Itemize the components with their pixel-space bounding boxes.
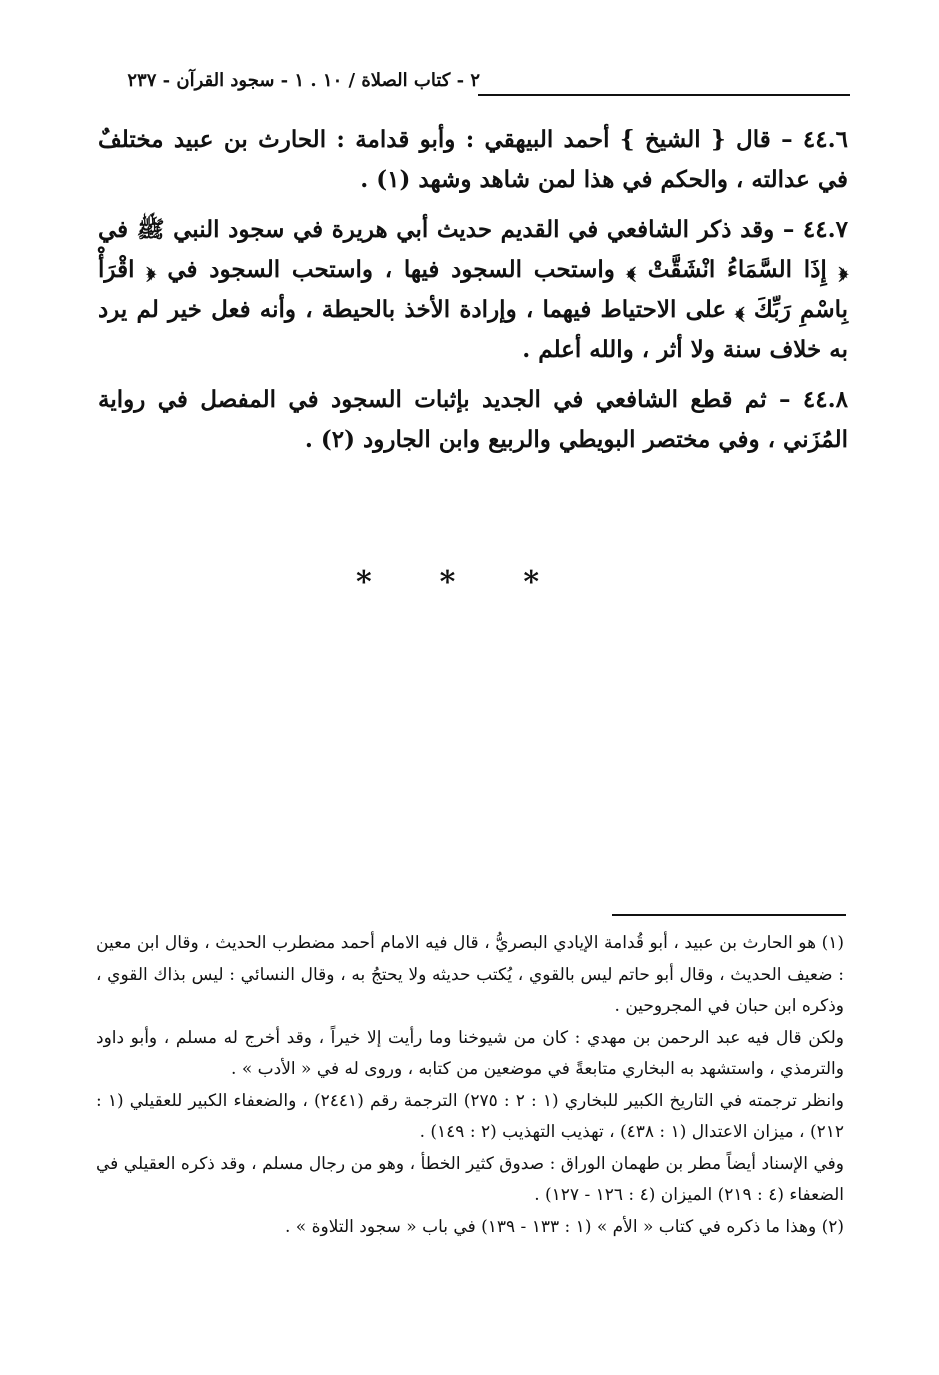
paragraph-number: ٤٤.٦: [802, 126, 848, 153]
paragraph-text: – قال { الشيخ } أحمد البيهقي : وأبو قدامة : الحارث بن عبيد مختلفٌ في عدالته ، والحكم في هذا لمن شاهد وشهد (١) .: [98, 126, 848, 193]
footnote-rule: [612, 914, 846, 916]
main-text: [98, 120, 848, 470]
header-rule: [478, 94, 850, 96]
paragraph-44-8: [98, 380, 848, 460]
footnote-1-cont-a: ولكن قال فيه عبد الرحمن بن مهدي : كان من شيوخنا وما رأيت إلا خيراً ، وقد أخرج له مسلم ، وأبو داود والترمذي ، واستشهد به البخاري متابعةً في موضعين من كتابه ، وروى له في « الأدب » .: [96, 1027, 844, 1079]
footnotes: [96, 928, 844, 1243]
section-separator: [0, 565, 939, 600]
paragraph-number: ٤٤.٧: [802, 216, 848, 243]
paragraph-44-6: [98, 120, 848, 200]
page-header: [100, 64, 850, 104]
running-title: ٢ - كتاب الصلاة / ١٠ . ١ - سجود القرآن - ٢٣٧: [127, 70, 480, 91]
footnote-1-cont-c: وفي الإسناد أيضاً مطر بن طهمان الوراق : صدوق كثير الخطأ ، وهو من رجال مسلم ، وقد ذكره العقيلي في الضعفاء (٤ : ٢١٩) الميزان (٤ : ١٢٦ - ١٢٧) .: [96, 1153, 844, 1205]
paragraph-number: ٤٤.٨: [802, 386, 848, 413]
paragraph-text: – وقد ذكر الشافعي في القديم حديث أبي هريرة في سجود النبي ﷺ في ﴿ إِذَا السَّمَاءُ انْشَقَّتْ ﴾ واستحب السجود فيها ، واستحب السجود في ﴿ اقْرَأْ بِاسْمِ رَبِّكَ ﴾ على الاحتياط فيهما ، وإرادة الأخذ بالحيطة ، وأنه فعل خير لم يرد به خلاف سنة ولا أثر ، والله أعلم .: [98, 216, 848, 363]
paragraph-text: – ثم قطع الشافعي في الجديد بإثبات السجود في المفصل في رواية المُزَني ، وفي مختصر البويطي والربيع وابن الجارود (٢) .: [98, 386, 848, 453]
asterisk: *: [523, 565, 584, 600]
footnote-2: (٢) وهذا ما ذكره في كتاب « الأم » (١ : ١٣٣ - ١٣٩) في باب « سجود التلاوة » .: [285, 1216, 844, 1237]
asterisk: *: [355, 565, 416, 600]
paragraph-44-7: [98, 210, 848, 370]
asterisk: *: [439, 565, 500, 600]
footnote-1: (١) هو الحارث بن عبيد ، أبو قُدامة الإيادي البصريُّ ، قال فيه الامام أحمد مضطرب الحديث ، وقال ابن معين : ضعيف الحديث ، وقال أبو حاتم ليس بالقوي ، يُكتب حديثه ولا يحتجُ به ، وقال النسائي : ليس بذاك القوي ، وذكره ابن حبان في المجروحين .: [96, 933, 844, 1016]
footnote-1-cont-b: وانظر ترجمته في التاريخ الكبير للبخاري (١ : ٢ : ٢٧٥) الترجمة رقم (٢٤٤١) ، والضعفاء الكبير للعقيلي (١ : ٢١٢) ، ميزان الاعتدال (١ : ٤٣٨) ، تهذيب التهذيب (٢ : ١٤٩) .: [96, 1090, 844, 1142]
